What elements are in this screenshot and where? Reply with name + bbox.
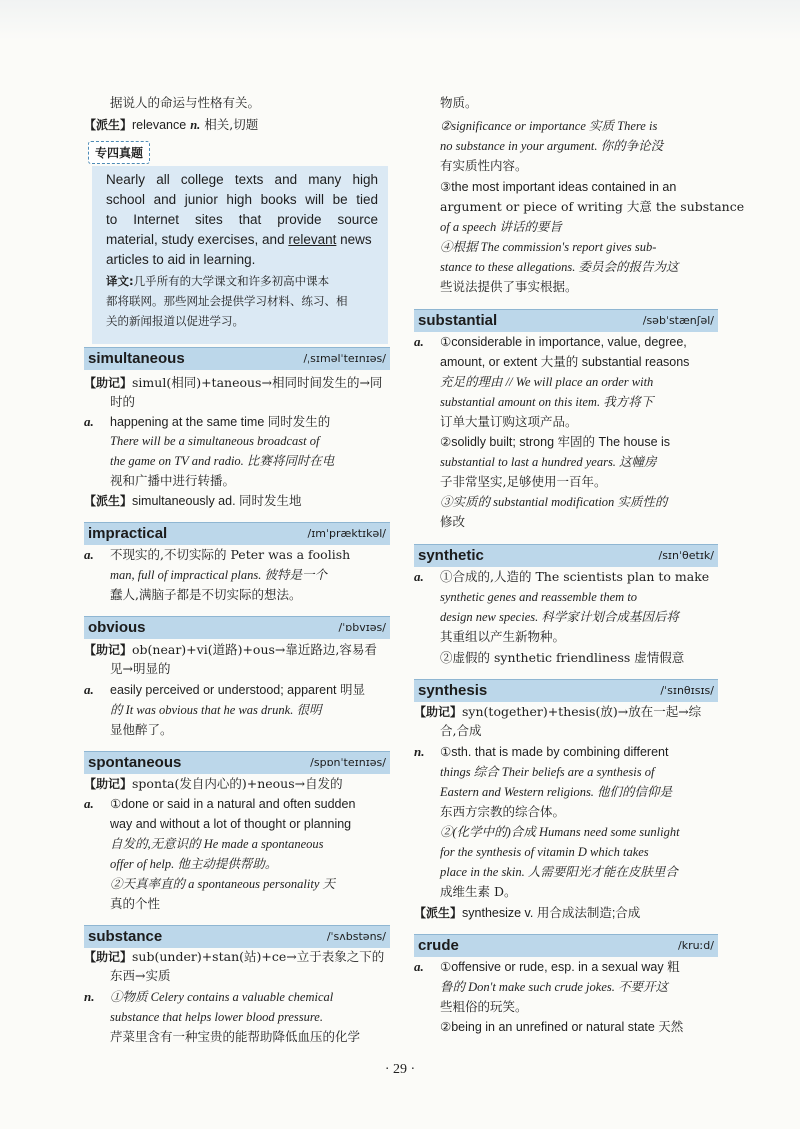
- headword: simultaneous: [88, 350, 185, 367]
- definition: happening at the same time 同时发生的: [110, 415, 331, 429]
- definition: ②(化学中的)合成 Humans need some sunlight: [440, 825, 680, 839]
- definition: ①offensive or rude, esp. in a sexual way 粗: [440, 960, 680, 974]
- definition: stance to these allegations. 委员会的报告为这: [440, 260, 679, 274]
- exam-label: 专四真题: [88, 141, 150, 164]
- definition: 其重组以产生新物种。: [440, 629, 566, 644]
- definition: 修改: [440, 514, 466, 529]
- pos: a.: [414, 959, 424, 974]
- entry-head-impractical: [84, 522, 390, 545]
- definition: ①合成的,人造的 The scientists plan to make: [440, 569, 710, 584]
- pos: a.: [414, 334, 424, 349]
- definition: way and without a lot of thought or planning: [110, 817, 352, 831]
- entry-head-substantial: [414, 309, 718, 332]
- definition: for the synthesis of vitamin D which takes: [440, 845, 649, 859]
- pos: a.: [84, 796, 94, 811]
- definition: 子非常坚实,足够使用一百年。: [440, 474, 607, 489]
- definition: argument or piece of writing 大意 the substance: [440, 199, 745, 214]
- phonetic: /ˈsʌbstəns/: [326, 930, 386, 943]
- definition: 自发的,无意识的 He made a spontaneous: [110, 837, 324, 851]
- definition: 芹菜里含有一种宝贵的能帮助降低血压的化学: [110, 1029, 361, 1044]
- definition: easily perceived or understood; apparent 明显: [110, 683, 366, 697]
- definition: 东西方宗教的综合体。: [440, 804, 566, 819]
- exam-translation: 都将联网。那些网址会提供学习材料、练习、相: [106, 294, 348, 308]
- phonetic: /spɒnˈteɪnɪəs/: [310, 756, 386, 769]
- definition: substantial to last a hundred years. 这幢房: [440, 455, 657, 469]
- headword: synthetic: [418, 547, 484, 564]
- definition: ①sth. that is made by combining different: [440, 745, 669, 759]
- phonetic: /ˈɒbvɪəs/: [338, 621, 386, 634]
- mnemonic: 东西→实质: [110, 968, 171, 983]
- mnemonic: 【助记】simul(相同)+taneous→相同时间发生的→同: [84, 375, 383, 390]
- phonetic: /səbˈstænʃəl/: [642, 314, 714, 327]
- definition: amount, or extent 大量的 substantial reasons: [440, 355, 690, 369]
- mnemonic: 时的: [110, 394, 136, 409]
- phonetic: /ˈsɪnθɪsɪs/: [660, 684, 714, 697]
- definition: 显他醉了。: [110, 722, 173, 737]
- exam-line: articles to aid in learning.: [106, 252, 256, 267]
- headword: substantial: [418, 312, 498, 329]
- headword: crude: [418, 937, 459, 954]
- phonetic: /ˌsɪməlˈteɪnɪəs/: [303, 352, 386, 365]
- definition: synthetic genes and reassemble them to: [440, 590, 638, 604]
- pos: a.: [84, 414, 94, 429]
- headword: substance: [88, 928, 163, 945]
- headword: obvious: [88, 619, 146, 636]
- entry-head-synthesis: [414, 679, 718, 702]
- definition: place in the skin. 人需要阳光才能在皮肤里合: [440, 865, 678, 879]
- exam-line: to Internet sites that provide source: [106, 212, 378, 227]
- definition: 鲁的 Don't make such crude jokes. 不要开这: [440, 980, 668, 994]
- mnemonic: 见→明显的: [110, 661, 171, 676]
- definition: ①considerable in importance, value, degree,: [440, 335, 687, 349]
- exam-box: [92, 166, 388, 344]
- definition: ④根据 The commission's report gives sub-: [440, 240, 657, 254]
- pos: a.: [84, 547, 94, 562]
- definition: 有实质性内容。: [440, 158, 528, 173]
- headword: spontaneous: [88, 754, 182, 771]
- underlined-word: relevant: [288, 232, 337, 247]
- definition: ③the most important ideas contained in an: [440, 180, 677, 194]
- exam-line: material, study exercises, and relevant news: [106, 232, 372, 247]
- mnemonic: 【助记】syn(together)+thesis(放)→放在一起→综: [414, 704, 702, 719]
- pos: a.: [84, 682, 94, 697]
- definition: substantial amount on this item. 我方将下: [440, 395, 654, 409]
- mnemonic: 【助记】ob(near)+vi(道路)+ous→靠近路边,容易看: [84, 642, 377, 657]
- definition: of a speech 讲话的要旨: [440, 220, 562, 234]
- definition: Eastern and Western religions. 他们的信仰是: [440, 785, 673, 799]
- definition: ①物质 Celery contains a valuable chemical: [110, 990, 334, 1004]
- definition: things 综合 Their beliefs are a synthesis of: [440, 765, 655, 779]
- definition: ②虚假的 synthetic friendliness 虚情假意: [440, 650, 685, 665]
- pos: n.: [84, 989, 95, 1004]
- exam-line: school and junior high books will be tied: [106, 192, 378, 207]
- definition: man, full of impractical plans. 彼特是一个: [110, 568, 328, 582]
- definition: 物质。: [440, 95, 478, 110]
- definition: ②天真率直的 a spontaneous personality 天: [110, 877, 335, 891]
- definition: design new species. 科学家计划合成基因后将: [440, 610, 679, 624]
- page-top-band: [0, 0, 800, 40]
- mnemonic: 【助记】sub(under)+stan(站)+ce→立于表象之下的: [84, 949, 385, 964]
- definition: ①done or said in a natural and often sudden: [110, 797, 356, 811]
- definition: 些说法提供了事实根据。: [440, 279, 578, 294]
- definition: 视和广播中进行转播。: [110, 473, 236, 488]
- definition: ②solidly built; strong 牢固的 The house is: [440, 435, 671, 449]
- definition: the game on TV and radio. 比赛将同时在电: [110, 454, 335, 468]
- headword: impractical: [88, 525, 168, 542]
- intro-line: 据说人的命运与性格有关。: [110, 95, 261, 110]
- definition: 成维生素 D。: [440, 884, 517, 899]
- exam-translation: 译文:几乎所有的大学课文和许多初高中课本: [106, 274, 330, 288]
- derivation: 【派生】synthesize v. 用合成法制造;合成: [414, 906, 641, 920]
- definition: 充足的理由 // We will place an order with: [440, 375, 654, 389]
- definition: 不现实的,不切实际的 Peter was a foolish: [110, 547, 351, 562]
- exam-translation: 关的新闻报道以促进学习。: [106, 314, 244, 328]
- definition: 蠢人,满脑子都是不切实际的想法。: [110, 587, 302, 602]
- derivation-relevance: 【派生】relevance n. 相关,切题: [84, 117, 259, 132]
- definition: ②being in an unrefined or natural state 天然: [440, 1020, 684, 1034]
- phonetic: /sɪnˈθetɪk/: [658, 549, 714, 562]
- entry-head-obvious: [84, 616, 390, 639]
- entry-head-simultaneous: [84, 347, 390, 370]
- definition: ③实质的 substantial modification 实质性的: [440, 495, 668, 509]
- exam-line: Nearly all college texts and many high: [106, 172, 378, 187]
- derivation: 【派生】simultaneously ad. 同时发生地: [84, 494, 302, 508]
- page-number: · 29 ·: [384, 1062, 416, 1077]
- pos: a.: [414, 569, 424, 584]
- definition: There will be a simultaneous broadcast of: [110, 434, 320, 448]
- definition: 些粗俗的玩笑。: [440, 999, 528, 1014]
- entry-head-crude: [414, 934, 718, 957]
- entry-head-substance: [84, 925, 390, 948]
- pos: n.: [414, 744, 425, 759]
- phonetic: /kruːd/: [678, 939, 714, 952]
- definition: ②significance or importance 实质 There is: [440, 119, 658, 133]
- definition: 订单大量订购这项产品。: [440, 414, 578, 429]
- definition: 的 It was obvious that he was drunk. 很明: [110, 703, 322, 717]
- mnemonic: 合,合成: [440, 723, 482, 738]
- mnemonic: 【助记】sponta(发自内心的)+neous→自发的: [84, 776, 343, 791]
- definition: substance that helps lower blood pressure.: [110, 1010, 323, 1024]
- definition: offer of help. 他主动提供帮助。: [110, 857, 278, 871]
- entry-head-synthetic: [414, 544, 718, 567]
- headword: synthesis: [418, 682, 488, 699]
- entry-head-spontaneous: [84, 751, 390, 774]
- phonetic: /ɪmˈpræktɪkəl/: [307, 527, 386, 540]
- definition: 真的个性: [110, 896, 161, 911]
- definition: no substance in your argument. 你的争论没: [440, 139, 664, 153]
